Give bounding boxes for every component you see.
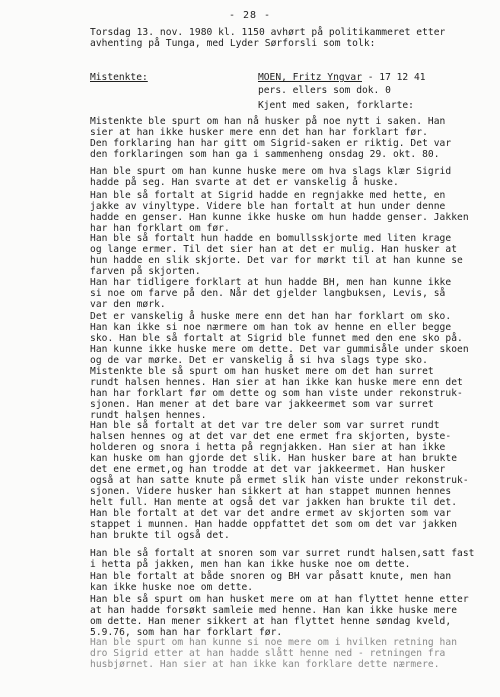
statement-line: jakke av vinyltype. Videre ble han fortalt at hun under denne	[90, 201, 446, 212]
statement-line: rundt halsen hennes. Han sier at han ikke kan huske mere enn det	[90, 377, 463, 388]
statement-line: rundt halsen hennes.	[90, 410, 207, 421]
statement-line: Han har tidligere forklart at hun hadde BH, men han kunne ikke	[90, 277, 452, 288]
statement-line: dro Sigrid etter at han hadde slått henne ned - retningen fra	[90, 648, 446, 659]
statement-line: Han kunne ikke huske mere om dette. Det var gummisåle under skoen	[90, 344, 469, 355]
statement-line: halsen hennes og at det var det ene ermet fra skjorten, byste-	[90, 431, 452, 442]
suspect-details: pers. ellers som dok. 0	[258, 85, 391, 96]
statement-line: om dette. Han mener sikkert at han flyttet henne søndag kveld,	[90, 616, 452, 627]
statement-line: husbjørnet. Han sier at han ikke kan forklare dette nærmere.	[90, 659, 440, 670]
statement-line: Den forklaring han har gitt om Sigrid-saken er riktig. Det var	[90, 138, 452, 149]
suspect-name: MOEN, Fritz Yngvar	[258, 72, 362, 83]
statement-line: helt full. Han mente at også det var jakken han brukte til det.	[90, 497, 458, 508]
statement-line: Han ble så fortalt hun hadde en bomullsskjorte med liten krage	[90, 233, 452, 244]
page-number: - 28 -	[228, 10, 272, 21]
header-line: Torsdag 13. nov. 1980 kl. 1150 avhørt på politikammeret etter	[90, 27, 446, 38]
statement-line: 5.9.76, som han har forklart før.	[90, 627, 283, 638]
statement-line: hun hadde en slik skjorte. Det var for mørkt til at han kunne se	[90, 255, 463, 266]
statement-line: hadde en genser. Han kunne ikke huske om hun hadde genser. Jakken	[90, 212, 469, 223]
statement-line: sjonen. Videre husker han sikkert at han stappet munnen hennes	[90, 486, 452, 497]
statement-line: Mistenkte ble spurt om han nå husker på noe nytt i saken. Han	[90, 116, 446, 127]
statement-line: Han ble spurt om han kunne si noe mere om i hvilken retning han	[90, 637, 458, 648]
suspect-identity	[258, 72, 426, 83]
statement-line: at han hadde forsøkt samleie med henne. Han kan ikke huske mere	[90, 605, 458, 616]
suspect-dob: - 17 12 41	[361, 72, 426, 83]
statement-line: i hetta på jakken, men han kan ikke huske noe om dette.	[90, 559, 411, 570]
statement-line: hadde på seg. Han svarte at det er vanskelig å huske.	[90, 177, 399, 188]
statement-line: og de var mørke. Det er vanskelig å si hva slags type sko.	[90, 355, 428, 366]
statement-line: Han ble så spurt om han husket mere om at han flyttet henne etter	[90, 594, 469, 605]
statement-line: den forklaringen som han ga i sammenheng onsdag 29. okt. 80.	[90, 149, 440, 160]
statement-line: sier at han ikke husker mere enn det han har forklart før.	[90, 127, 428, 138]
statement-line: kan ikke huske noe om dette.	[90, 582, 254, 593]
statement-line: Mistenkte ble så spurt om han husket mere om det han surret	[90, 366, 434, 377]
suspect-label: Mistenkte:	[90, 72, 148, 83]
statement-line: og lange ermer. Til det sier han at det er mulig. Han husker at	[90, 244, 458, 255]
statement-line: Han ble så fortalt at snoren som var surret rundt halsen,satt fast	[90, 548, 475, 559]
statement-line: han brukte til også det.	[90, 530, 230, 541]
statement-line: farven på skjorten.	[90, 266, 201, 277]
statement-line: kan huske om han gjorde det slik. Han husker bare at han brukte	[90, 453, 458, 464]
suspect-charge: Kjent med saken, forklarte:	[258, 100, 414, 111]
statement-line: stappet i munnen. Han hadde oppfattet det som om det var jakken	[90, 519, 458, 530]
statement-line: holderen og snora i hetta på regnjakken. Han sier at han ikke	[90, 442, 446, 453]
statement-line: Han ble så fortalt at Sigrid hadde en regnjakke med hette, en	[90, 190, 446, 201]
statement-line: sjonen. Han mener at det bare var jakkeermet som var surret	[90, 399, 434, 410]
statement-line: si noe om farve på den. Når det gjelder langbuksen, Levis, så	[90, 288, 446, 299]
statement-line: også at han satte knute på ermet slik han viste under rekonstruk-	[90, 475, 469, 486]
statement-line: Han kan ikke si noe nærmere om han tok av henne en eller begge	[90, 322, 452, 333]
statement-line: han har forklart før om dette og som han viste under rekonstruk-	[90, 388, 463, 399]
statement-line: sko. Han ble så fortalt at Sigrid ble funnet med den ene sko på.	[90, 333, 463, 344]
statement-line: har han forklart om før.	[90, 223, 230, 234]
statement-line: Han ble så fortalt at det var tre deler som var surret rundt	[90, 420, 440, 431]
statement-line: Det er vanskelig å huske mere enn det han har forklart om sko.	[90, 311, 452, 322]
statement-line: var den mørk.	[90, 299, 166, 310]
statement-line: det ene ermet,og han trodde at det var jakkeermet. Han husker	[90, 464, 446, 475]
statement-line: Han ble spurt om han kunne huske mere om hva slags klær Sigrid	[90, 166, 452, 177]
statement-line: Han ble fortalt at det var det andre ermet av skjorten som var	[90, 508, 452, 519]
statement-line: Han ble fortalt at både snoren og BH var påsatt knute, men han	[90, 571, 452, 582]
header-line: avhenting på Tunga, med Lyder Sørforsli som tolk:	[90, 38, 376, 49]
